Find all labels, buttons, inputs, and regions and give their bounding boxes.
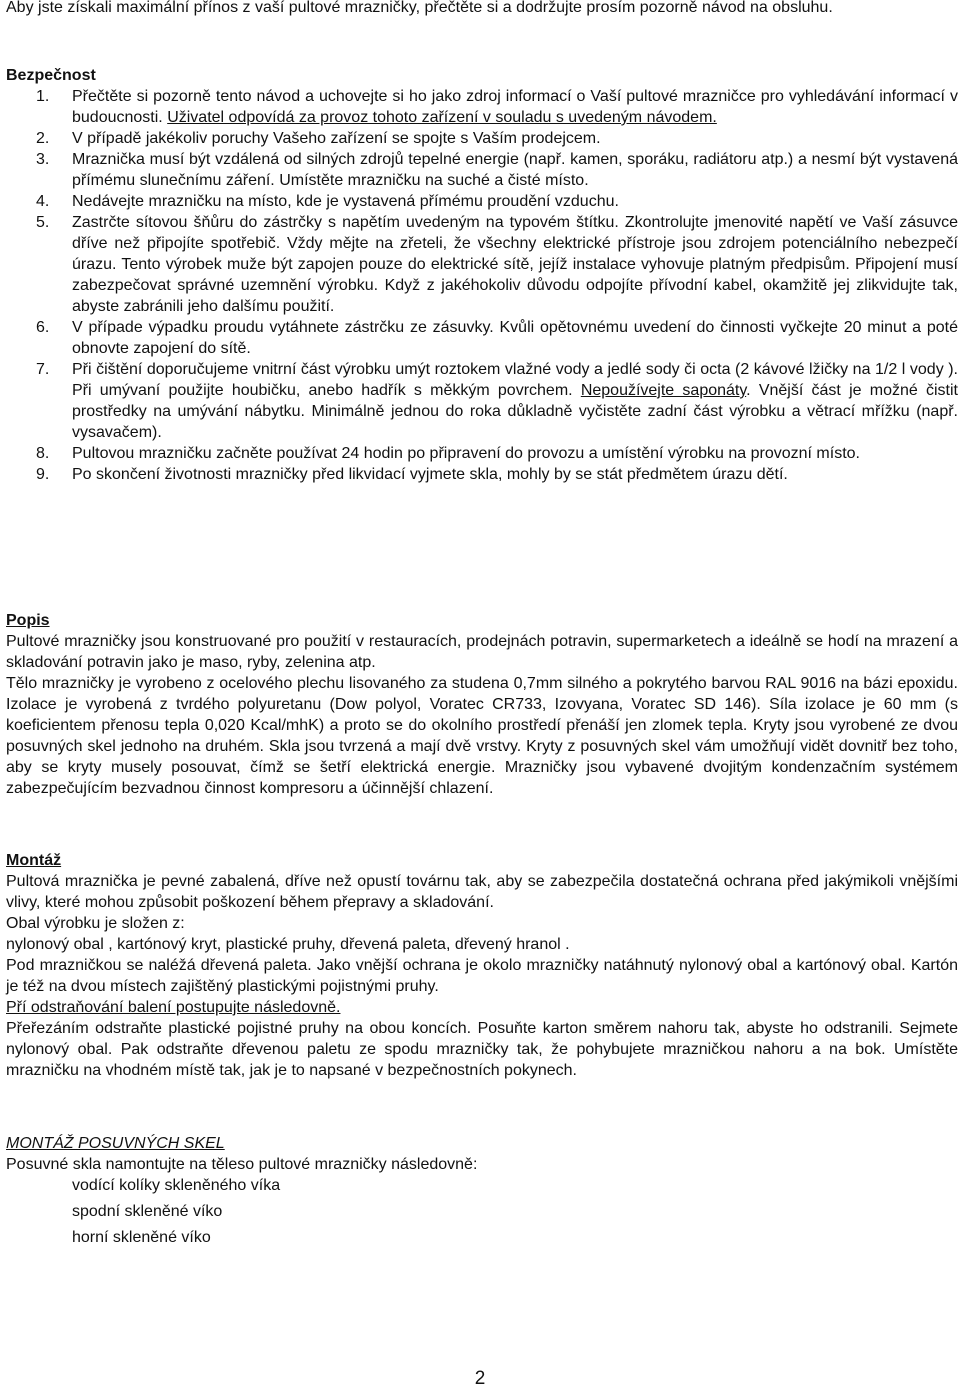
safety-list bbox=[6, 86, 958, 485]
popis-section bbox=[6, 610, 958, 799]
item-number: 7. bbox=[36, 361, 50, 378]
popis-title: Popis bbox=[6, 612, 50, 629]
montaz-paragraph-4: Pod mrazničkou se naléžá dřevená paleta. Jako vnější ochrana je okolo mrazničky natáhnutý nylonový obal a kartónový obal. Kartón je též na dvou místech zajištěný plastickými pojistnými pruhy. bbox=[6, 957, 958, 995]
item-text: V případe výpadku proudu vytáhnete zástrčku ze zásuvky. Kvůli opětovnému uvedení do činnosti vyčkejte 20 minut a poté obnovte zapojení do sítě. bbox=[72, 319, 958, 357]
page-number: 2 bbox=[474, 1368, 486, 1389]
item-text: Po skončení životnosti mrazničky před likvidací vyjmete skla, mohly by se stát předmětem úrazu dětí. bbox=[72, 466, 788, 483]
item-number: 4. bbox=[36, 193, 50, 210]
item-number: 1. bbox=[36, 88, 50, 105]
list-item: vodící kolíky skleněného víka bbox=[72, 1177, 281, 1194]
intro-paragraph: Aby jste získali maximální přínos z vaší pultové mrazničky, přečtěte si a dodržujte prosím pozorně návod na obsluhu. bbox=[6, 0, 833, 16]
item-number: 2. bbox=[36, 130, 50, 147]
list-item bbox=[6, 464, 958, 485]
item-text-after: . Vnější část je možné čistit prostředky na umývání nábytku. Minimálně jednou do roka důkladně vyčistěte zadní část výrobku a větrací mřížku (např. vysavačem). bbox=[72, 382, 958, 441]
list-item bbox=[6, 191, 958, 212]
list-item bbox=[6, 359, 958, 443]
item-number: 6. bbox=[36, 319, 50, 336]
item-underlined-text: Nepoužívejte saponáty bbox=[580, 382, 747, 399]
item-text: Přečtěte si pozorně tento návod a uchovejte si ho jako zdroj informací o Vaší pultové mrazničce pro vyhledávání informací v budoucnosti. bbox=[72, 88, 958, 126]
list-item bbox=[6, 86, 958, 128]
item-text: Zastrčte sítovou šňůru do zástrčky s napětím uvedeným na typovém štítku. Zkontrolujte jmenovité napětí ve Vaší zásuvce dříve než připojíte spotřebič. Vždy mějte na zřeteli, že všechny elektrické přístroje jsou zdrojem potenciálního nebezpečí úrazu. Tento výrobek muže být zapojen pouze do elektrické sítě, jejíž instalace vyhovuje platným předpisům. Připojení musí zabezpečovat správné uzemnění výrobku. Když z jakéhokoliv důvodu odpojíte přívodní kabel, okamžitě jej zlikvidujte tak, abyste zabránili jeho dalšímu použití. bbox=[72, 214, 958, 315]
item-text: Nedávejte mrazničku na místo, kde je vystavená přímému proudění vzduchu. bbox=[72, 193, 619, 210]
item-number: 8. bbox=[36, 445, 50, 462]
list-item bbox=[6, 212, 958, 317]
montaz-section bbox=[6, 850, 958, 1081]
list-item: spodní skleněné víko bbox=[72, 1203, 223, 1220]
list-item bbox=[6, 149, 958, 191]
item-text: Při čištění doporučujeme vnitrní část výrobku umýt roztokem vlažné vody a jedlé sody či octa (2 kávové lžičky na 1/2 l vody ). Při umývaní použijte houbičku, anebo hadřík s měkkým povrchem. bbox=[72, 361, 958, 399]
skla-title: MONTÁŽ POSUVNÝCH SKEL bbox=[6, 1135, 225, 1152]
list-item bbox=[6, 443, 958, 464]
montaz-paragraph-5: Pří odstraňování balení postupujte následovně. bbox=[6, 999, 341, 1016]
popis-paragraph-2: Tělo mrazničky je vyrobeno z ocelového plechu lisovaného za studena 0,7mm silného a pokrytého barvou RAL 9016 na bázi epoxidu. Izolace je vyrobená z tvrdého polyuretanu (Dow polyol, Voratec CR733, Izovyana, Voratec SD 146). Síla izolace je 60 mm (s koeficientem přenosu tepla 0,020 Kcal/mhK) a proto se do okolního prostředí přenáší jen zlomek tepla. Kryty jsou vyrobené ze dvou posuvných skel jednoho na druhém. Skla jsou tvrzená a mají dvě vrstvy. Kryty z posuvných skel vám umožňují vidět dovnitř bez toho, aby se kryty musely posouvat, čímž se šetří elektrická energie. Mrazničky jsou vybavené dvojitým kondenzačním systémem zabezpečujícím bezvadnou činnost kompresoru a účinnější chlazení. bbox=[6, 675, 958, 797]
item-text: Pultovou mrazničku začněte používat 24 hodin po připravení do provozu a umístění výrobku na provozní místo. bbox=[72, 445, 860, 462]
item-number: 5. bbox=[36, 214, 50, 231]
montaz-title: Montáž bbox=[6, 852, 62, 869]
item-text: V případě jakékoliv poruchy Vašeho zařízení se spojte s Vaším prodejcem. bbox=[72, 130, 601, 147]
montaz-paragraph-1: Pultová mraznička je pevné zabalená, dříve než opustí továrnu tak, aby se zabezpečila dostatečná ochrana před jakýmikoli vnějšími vlivy, které mohou způsobit poškození během přepravy a skladování. bbox=[6, 873, 958, 911]
skla-intro: Posuvné skla namontujte na těleso pultové mrazničky následovně: bbox=[6, 1156, 478, 1173]
skla-section bbox=[6, 1133, 958, 1248]
list-item bbox=[6, 317, 958, 359]
montaz-paragraph-3: nylonový obal , kartónový kryt, plastické pruhy, dřevená paleta, dřevený hranol . bbox=[6, 936, 570, 953]
montaz-paragraph-2: Obal výrobku je složen z: bbox=[6, 915, 185, 932]
montaz-paragraph-6: Přeřezáním odstraňte plastické pojistné pruhy na obou koncích. Posuňte karton směrem nahoru tak, abyste ho odstranili. Sejmete nylonový obal. Pak odstraňte dřevenou paletu ze spodu mrazničky tak, že pohybujete mrazničkou nahoru a na bok. Umístěte mrazničku na vhodném místě tak, jak je to napsané v bezpečnostních pokynech. bbox=[6, 1020, 958, 1079]
item-number: 9. bbox=[36, 466, 50, 483]
popis-paragraph-1: Pultové mrazničky jsou konstruované pro použití v restauracích, prodejnách potravin, supermarketech a ideálně se hodí na mrazení a skladování potravin jako je maso, ryby, zelenina atp. bbox=[6, 633, 958, 671]
item-number: 3. bbox=[36, 151, 50, 168]
list-item bbox=[6, 128, 958, 149]
list-item: horní skleněné víko bbox=[72, 1229, 211, 1246]
safety-title: Bezpečnost bbox=[6, 67, 96, 84]
safety-section bbox=[6, 65, 958, 485]
item-underlined-text: Uživatel odpovídá za provoz tohoto zařízení v souladu s uvedeným návodem. bbox=[167, 109, 717, 126]
item-text: Mraznička musí být vzdálená od silných zdrojů tepelné energie (např. kamen, sporáku, radiátoru atp.) a nesmí být vystavená přímému slunečnímu záření. Umístěte mrazničku na suché a čisté místo. bbox=[72, 151, 958, 189]
